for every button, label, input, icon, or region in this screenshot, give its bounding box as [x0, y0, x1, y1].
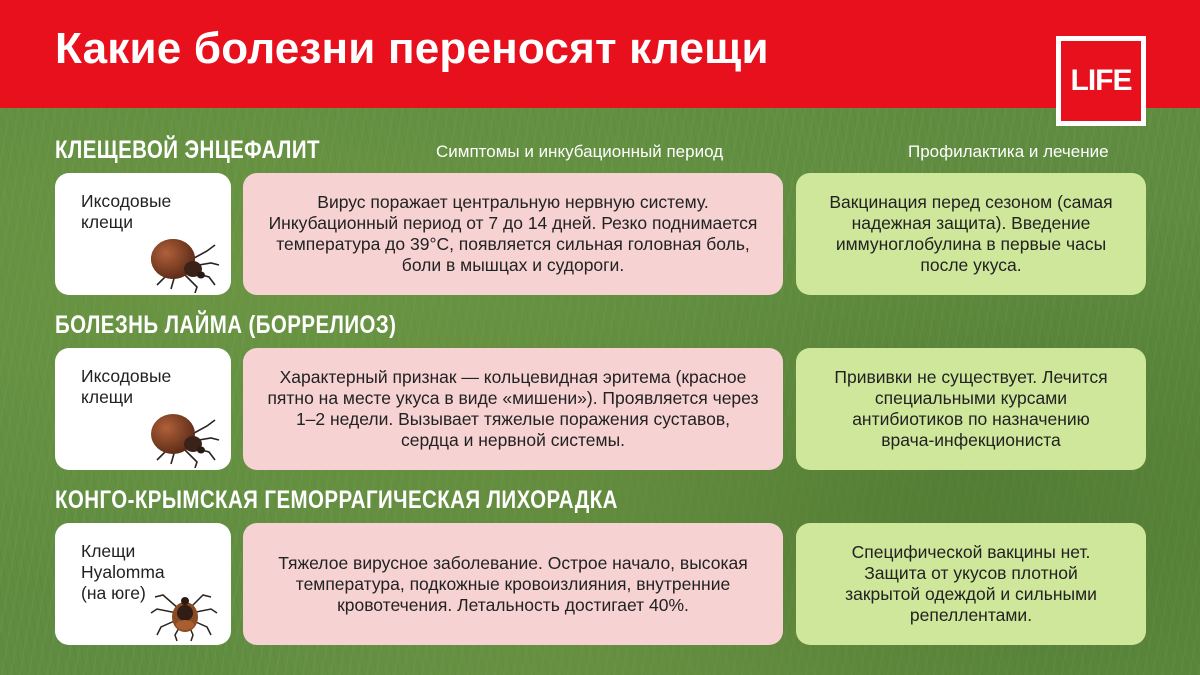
symptoms-text: Вирус поражает центральную нервную систему. Инкубационный период от 7 до 14 дней. Резко поднимается температура до 39°С, появляется сильная головная боль, боли в мышцах и судороги. — [268, 192, 758, 275]
treatment-text: Прививки не существует. Лечится специальными курсами антибиотиков по назначению врача-инфекциониста — [834, 367, 1108, 450]
symptoms-card — [243, 173, 783, 295]
symptoms-text: Тяжелое вирусное заболевание. Острое начало, высокая температура, подкожные кровоизлияния, внутренние кровотечения. Летальность достигает 40%. — [278, 552, 748, 615]
column-header-symptoms: Симптомы и инкубационный период — [436, 142, 724, 161]
symptoms-card — [243, 523, 783, 645]
header-bar — [0, 0, 1200, 108]
treatment-card — [796, 348, 1146, 470]
treatment-card — [796, 523, 1146, 645]
tick-icon — [145, 583, 223, 643]
vector-label: Иксодовые клещи — [81, 366, 172, 407]
vector-label: Клещи Hyalomma (на юге) — [81, 541, 165, 603]
tick-icon — [145, 233, 223, 293]
vector-card — [55, 523, 231, 645]
life-logo — [1056, 36, 1146, 126]
symptoms-card — [243, 348, 783, 470]
treatment-text: Специфической вакцины нет. Защита от укусов плотной закрытой одеждой и сильными репеллентами. — [845, 542, 1097, 625]
page-title: Какие болезни переносят клещи — [55, 24, 769, 73]
treatment-card — [796, 173, 1146, 295]
vector-label: Иксодовые клещи — [81, 191, 172, 232]
tick-icon — [145, 408, 223, 468]
treatment-text: Вакцинация перед сезоном (самая надежная защита). Введение иммуноглобулина в первые часы после укуса. — [829, 192, 1113, 275]
disease-title: КОНГО-КРЫМСКАЯ ГЕМОРРАГИЧЕСКАЯ ЛИХОРАДКА — [55, 486, 618, 514]
disease-title: КЛЕЩЕВОЙ ЭНЦЕФАЛИТ — [55, 136, 320, 164]
logo-text: LIFE — [1061, 41, 1141, 121]
vector-card — [55, 348, 231, 470]
vector-card — [55, 173, 231, 295]
column-header-treatment: Профилактика и лечение — [908, 142, 1109, 161]
disease-title: БОЛЕЗНЬ ЛАЙМА (БОРРЕЛИОЗ) — [55, 311, 397, 339]
symptoms-text: Характерный признак — кольцевидная эритема (красное пятно на месте укуса в виде «мишени»). Проявляется через 1–2 недели. Вызывает тяжелые поражения суставов, сердца и нервной системы. — [267, 367, 759, 450]
